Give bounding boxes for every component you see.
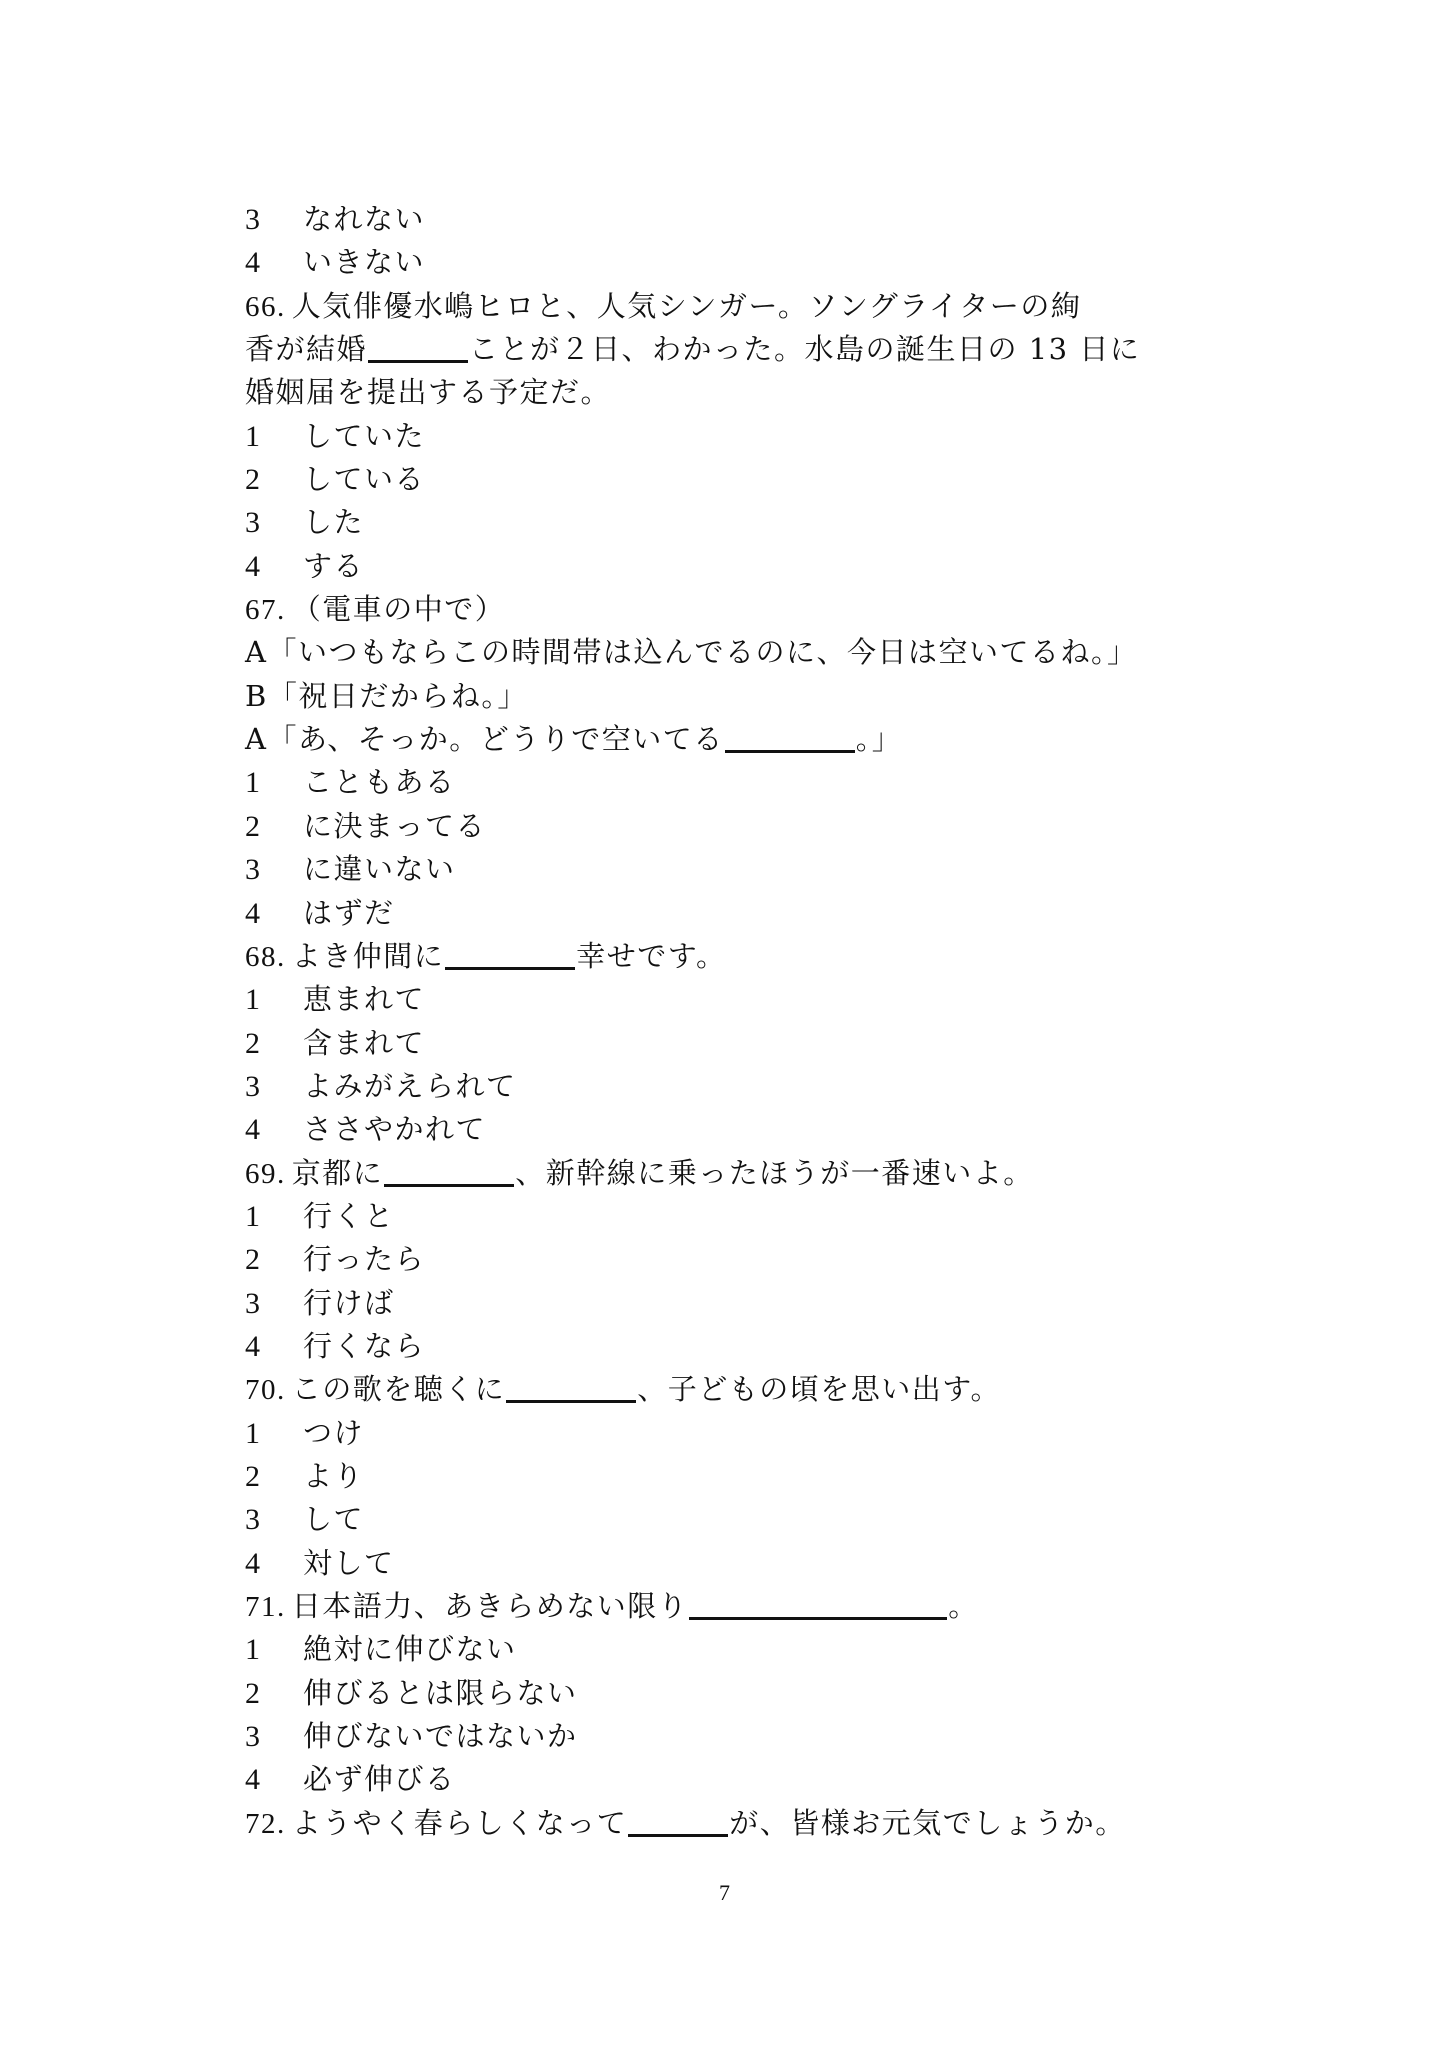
option-number: 1 [245,419,262,453]
question-text: 京都に [291,1155,384,1190]
option-row [245,1325,1205,1368]
question-66-stem-line-1 [245,285,1205,328]
question-text: 婚姻届を提出する予定だ。 [245,375,612,410]
option-number: 4 [245,246,262,280]
option-number: 2 [245,1676,262,1710]
option-text: した [303,505,365,540]
option-text: つけ [303,1415,365,1450]
option-row [245,1758,1205,1801]
option-row [245,501,1205,544]
option-text: 行けば [303,1285,395,1320]
question-text: よき仲間に [291,938,445,973]
question-text: 、新幹線に乗ったほうが一番速いよ。 [515,1155,1034,1190]
question-text: ことが２日、わかった。水島の誕生日の 13 日に [469,332,1141,367]
dialogue-text: 。」 [855,722,903,757]
question-number: 70. [245,1374,286,1407]
option-row [245,1628,1205,1671]
option-text: 行くと [303,1198,395,1233]
question-text: ようやく春らしくなって [291,1805,628,1840]
option-number: 2 [245,1243,262,1277]
dialogue-text: 「祝日だからね。」 [267,678,528,713]
question-number: 66. [245,290,286,323]
option-row [245,1412,1205,1455]
option-row [245,761,1205,804]
option-row [245,458,1205,501]
question-66-stem-line-2 [245,328,1205,371]
option-number: 2 [245,1459,262,1493]
question-text: 人気俳優水嶋ヒロと、人気シンガー。ソングライターの絢 [291,288,1082,323]
answer-blank [628,1804,728,1837]
answer-blank [689,1587,947,1620]
option-row [245,1022,1205,1065]
question-number: 72. [245,1807,286,1840]
option-text: 行くなら [303,1328,426,1363]
question-text: 幸せです。 [576,938,727,973]
option-number: 3 [245,506,262,540]
question-text: が、皆様お元気でしょうか。 [729,1805,1126,1840]
option-row [245,848,1205,891]
option-number: 4 [245,896,262,930]
option-row [245,1238,1205,1281]
option-text: よみがえられて [303,1068,517,1103]
option-number: 3 [245,1069,262,1103]
option-text: して [303,1502,365,1537]
option-number: 3 [245,1720,262,1754]
option-number: 4 [245,1763,262,1797]
question-67-stem [245,588,1205,631]
option-row [245,1282,1205,1325]
option-row [245,1715,1205,1758]
option-text: 伸びるとは限らない [303,1675,578,1710]
option-row [245,1065,1205,1108]
option-number: 1 [245,1199,262,1233]
answer-blank [445,937,575,970]
question-number: 68. [245,940,286,973]
question-number: 69. [245,1157,286,1190]
option-text: する [303,548,365,583]
option-text: 絶対に伸びない [303,1632,517,1667]
speaker-label: A [245,635,268,670]
option-row [245,1672,1205,1715]
speaker-label: B [245,678,268,713]
option-number: 2 [245,1026,262,1060]
option-row [245,1195,1205,1238]
option-number: 4 [245,1546,262,1580]
dialogue-text: 「いつもならこの時間帯は込んでるのに、今日は空いてるね。」 [267,635,1138,670]
option-row [245,892,1205,935]
answer-blank [725,720,855,753]
option-number: 3 [245,1503,262,1537]
question-text: 香が結婚 [245,332,368,367]
question-number: 71. [245,1591,286,1623]
option-number: 3 [245,203,262,236]
option-number: 4 [245,1113,262,1147]
question-list [245,198,1205,1845]
option-text: なれない [303,202,426,236]
option-number: 1 [245,766,262,800]
dialogue-line [245,675,1205,718]
option-text: している [303,462,426,497]
option-number: 4 [245,549,262,583]
option-row [245,1455,1205,1498]
option-text: に違いない [303,852,456,887]
option-text: ささやかれて [303,1112,487,1147]
option-text: より [303,1458,365,1493]
option-text: に決まってる [303,808,487,843]
option-text: 対して [303,1545,395,1580]
option-number: 2 [245,463,262,497]
option-row [245,545,1205,588]
question-72-stem [245,1802,1205,1845]
answer-blank [506,1370,636,1403]
page-number: 7 [719,1880,730,1905]
option-number: 2 [245,809,262,843]
option-row [245,1542,1205,1585]
option-row [245,1498,1205,1541]
question-number: 67. [245,594,286,627]
dialogue-line [245,631,1205,674]
option-row [245,198,1205,241]
option-row [245,805,1205,848]
question-text: この歌を聴くに [291,1372,506,1407]
question-71-stem [245,1585,1205,1628]
option-number: 4 [245,1329,262,1363]
question-70-stem [245,1368,1205,1411]
option-number: 1 [245,1416,262,1450]
option-number: 1 [245,1633,262,1667]
option-text: 伸びないではないか [303,1719,578,1754]
dialogue-text: 「あ、そっか。どうりで空いてる [267,722,724,757]
speaker-label: A [245,722,268,757]
option-text: こともある [303,765,456,800]
option-text: していた [303,418,426,453]
option-text: 行ったら [303,1242,426,1277]
option-row [245,241,1205,284]
question-69-stem [245,1152,1205,1195]
option-text: いきない [303,245,426,280]
question-text: 日本語力、あきらめない限り [291,1589,689,1623]
option-row [245,978,1205,1021]
question-text: 。 [948,1589,979,1623]
option-text: はずだ [303,895,395,930]
option-number: 1 [245,983,262,1017]
option-number: 3 [245,1286,262,1320]
question-68-stem [245,935,1205,978]
question-66-stem-line-3 [245,371,1205,414]
option-text: 必ず伸びる [303,1762,456,1797]
question-context: （電車の中で） [291,592,506,627]
option-number: 3 [245,853,262,887]
answer-blank [384,1154,514,1187]
dialogue-line [245,718,1205,761]
question-text: 、子どもの頃を思い出す。 [637,1372,1001,1407]
option-row [245,415,1205,458]
answer-blank [368,330,468,363]
option-text: 含まれて [303,1025,426,1060]
option-row [245,1108,1205,1151]
option-text: 恵まれて [303,982,426,1017]
